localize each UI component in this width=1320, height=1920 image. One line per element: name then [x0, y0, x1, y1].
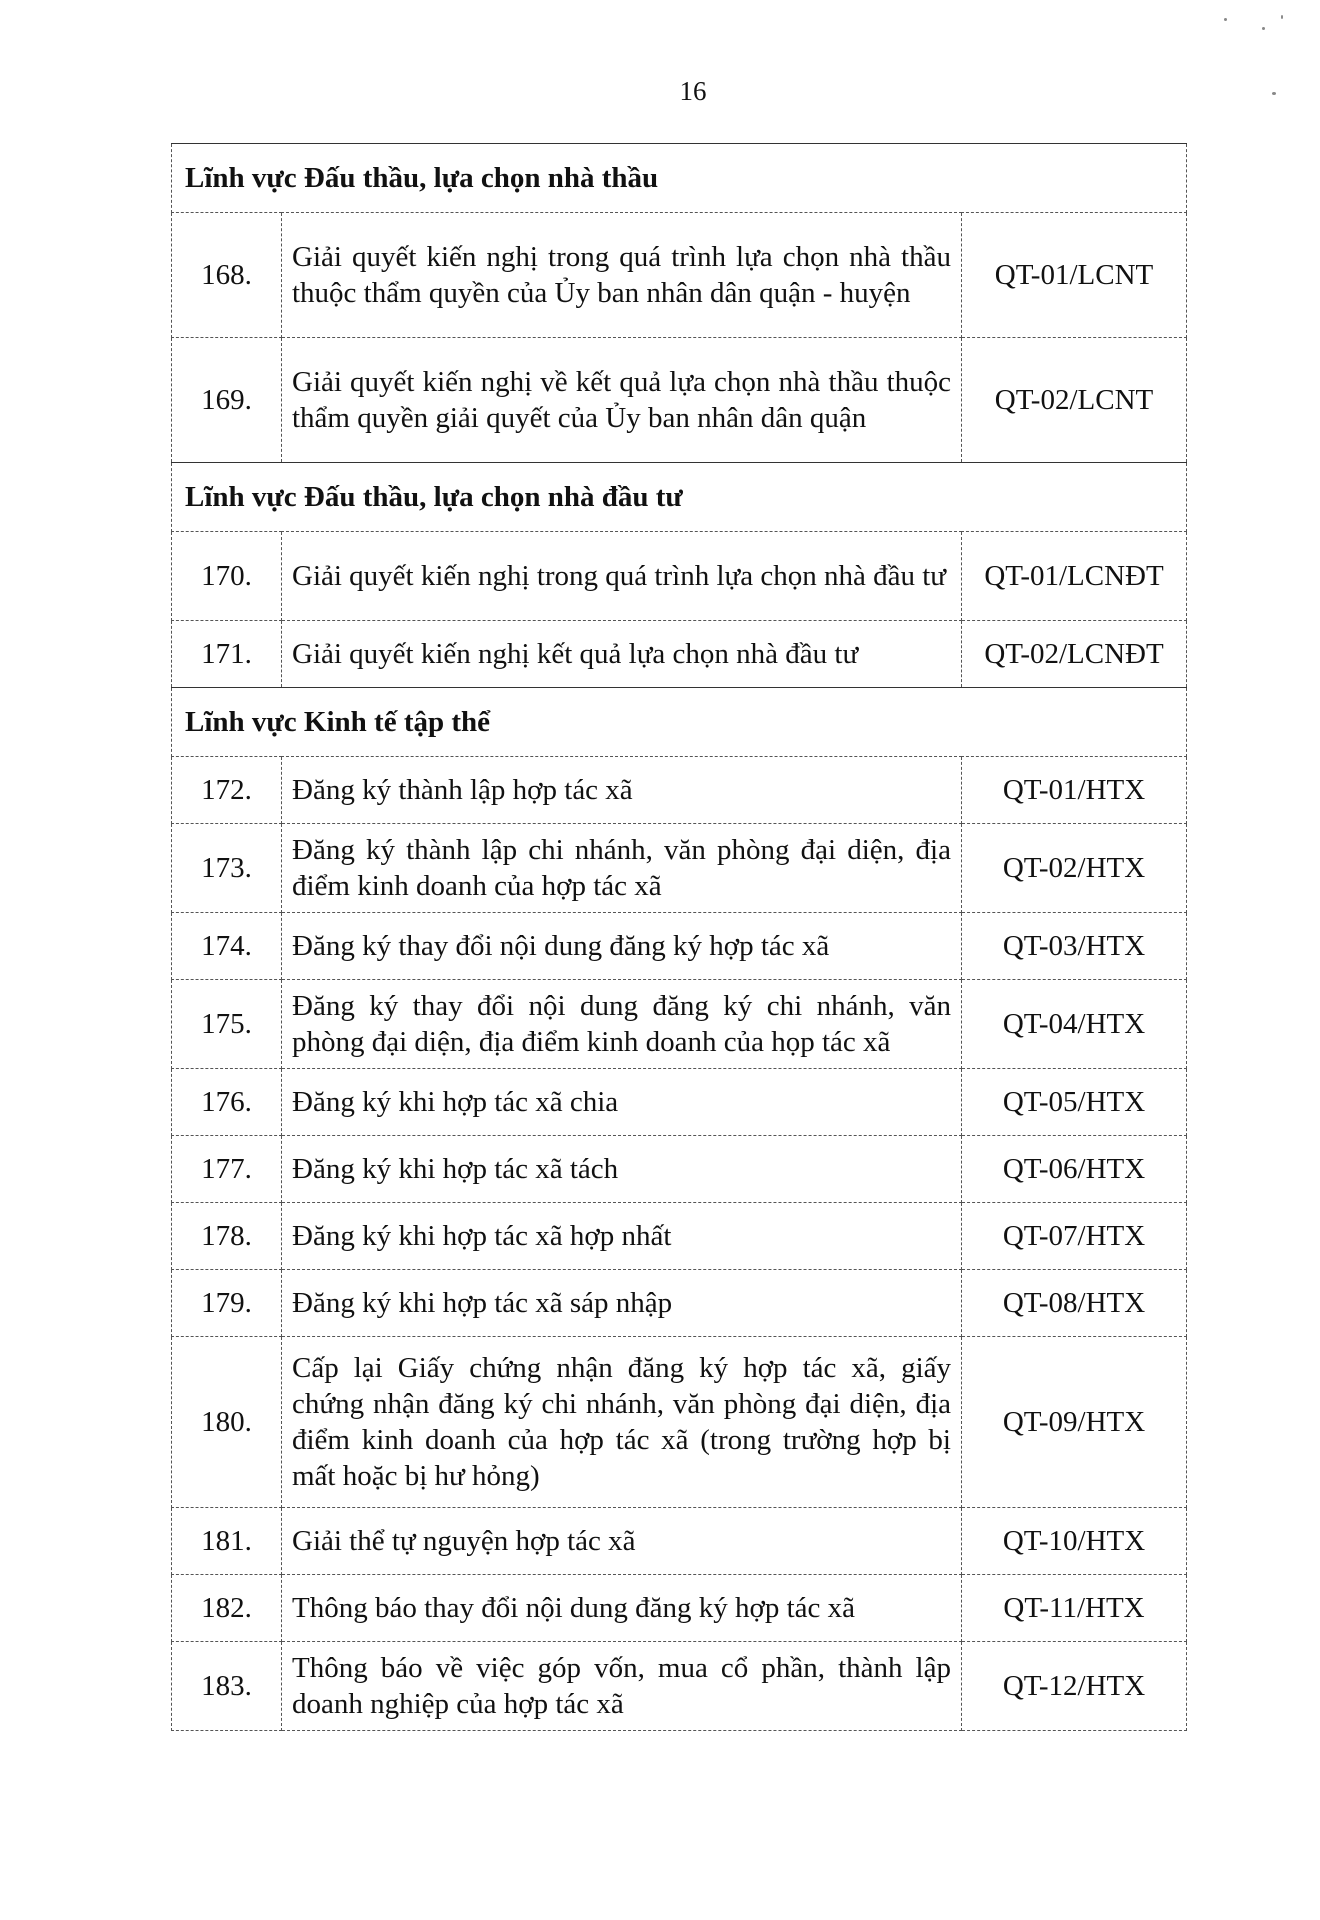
procedure-code: QT-11/HTX — [962, 1575, 1187, 1642]
row-number: 178. — [172, 1203, 282, 1270]
row-number: 176. — [172, 1069, 282, 1136]
table-row — [172, 1337, 1187, 1508]
procedure-name: Đăng ký khi hợp tác xã chia — [282, 1069, 962, 1136]
table-row — [172, 1069, 1187, 1136]
table-row — [172, 1203, 1187, 1270]
page-number: 16 — [679, 76, 707, 106]
table-row — [172, 980, 1187, 1069]
section-title: Lĩnh vực Đấu thầu, lựa chọn nhà thầu — [172, 144, 1187, 213]
table-row — [172, 338, 1187, 463]
table-row — [172, 913, 1187, 980]
table-row — [172, 1575, 1187, 1642]
section-header — [172, 688, 1187, 757]
table-row — [172, 1270, 1187, 1337]
table-row — [172, 1136, 1187, 1203]
table-row — [172, 621, 1187, 688]
procedure-name: Giải quyết kiến nghị trong quá trình lựa chọn nhà đầu tư — [282, 532, 962, 621]
row-number: 175. — [172, 980, 282, 1069]
procedure-name: Đăng ký thay đổi nội dung đăng ký chi nhánh, văn phòng đại diện, địa điểm kinh doanh của họp tác xã — [282, 980, 962, 1069]
procedure-code: QT-07/HTX — [962, 1203, 1187, 1270]
row-number: 177. — [172, 1136, 282, 1203]
table-row — [172, 824, 1187, 913]
procedure-code: QT-01/LCNĐT — [962, 532, 1187, 621]
procedure-code: QT-12/HTX — [962, 1642, 1187, 1731]
row-number: 183. — [172, 1642, 282, 1731]
scan-speck — [1281, 15, 1283, 19]
procedure-name: Giải quyết kiến nghị về kết quả lựa chọn nhà thầu thuộc thẩm quyền giải quyết của Ủy ban nhân dân quận — [282, 338, 962, 463]
procedure-name: Thông báo về việc góp vốn, mua cổ phần, thành lập doanh nghiệp của hợp tác xã — [282, 1642, 962, 1731]
row-number: 171. — [172, 621, 282, 688]
procedure-code: QT-03/HTX — [962, 913, 1187, 980]
table-row — [172, 213, 1187, 338]
procedure-name: Thông báo thay đổi nội dung đăng ký hợp tác xã — [282, 1575, 962, 1642]
procedure-code: QT-01/HTX — [962, 757, 1187, 824]
procedure-code: QT-02/LCNT — [962, 338, 1187, 463]
row-number: 174. — [172, 913, 282, 980]
procedure-name: Giải quyết kiến nghị kết quả lựa chọn nhà đầu tư — [282, 621, 962, 688]
row-number: 179. — [172, 1270, 282, 1337]
procedure-code: QT-09/HTX — [962, 1337, 1187, 1508]
table-row — [172, 532, 1187, 621]
procedure-code: QT-01/LCNT — [962, 213, 1187, 338]
table-row — [172, 1508, 1187, 1575]
procedure-code: QT-10/HTX — [962, 1508, 1187, 1575]
table-row — [172, 1642, 1187, 1731]
procedure-name: Đăng ký thành lập hợp tác xã — [282, 757, 962, 824]
procedure-name: Đăng ký khi hợp tác xã hợp nhất — [282, 1203, 962, 1270]
scan-speck — [1224, 18, 1227, 21]
table-row — [172, 757, 1187, 824]
row-number: 169. — [172, 338, 282, 463]
procedure-table — [171, 143, 1187, 1731]
procedure-name: Giải quyết kiến nghị trong quá trình lựa chọn nhà thầu thuộc thẩm quyền của Ủy ban nhân dân quận - huyện — [282, 213, 962, 338]
procedure-code: QT-02/HTX — [962, 824, 1187, 913]
row-number: 170. — [172, 532, 282, 621]
procedure-code: QT-08/HTX — [962, 1270, 1187, 1337]
section-title: Lĩnh vực Đấu thầu, lựa chọn nhà đầu tư — [172, 463, 1187, 532]
section-title: Lĩnh vực Kinh tế tập thể — [172, 688, 1187, 757]
section-header — [172, 463, 1187, 532]
row-number: 180. — [172, 1337, 282, 1508]
procedure-name: Đăng ký thành lập chi nhánh, văn phòng đại diện, địa điểm kinh doanh của hợp tác xã — [282, 824, 962, 913]
row-number: 168. — [172, 213, 282, 338]
procedure-code: QT-04/HTX — [962, 980, 1187, 1069]
section-header — [172, 144, 1187, 213]
row-number: 182. — [172, 1575, 282, 1642]
procedure-name: Cấp lại Giấy chứng nhận đăng ký hợp tác xã, giấy chứng nhận đăng ký chi nhánh, văn phòng đại diện, địa điểm kinh doanh của hợp tác xã (trong trường hợp bị mất hoặc bị hư hỏng) — [282, 1337, 962, 1508]
procedure-name: Đăng ký khi hợp tác xã sáp nhập — [282, 1270, 962, 1337]
row-number: 173. — [172, 824, 282, 913]
procedure-name: Đăng ký khi hợp tác xã tách — [282, 1136, 962, 1203]
row-number: 181. — [172, 1508, 282, 1575]
scan-speck — [1262, 27, 1265, 30]
procedure-code: QT-05/HTX — [962, 1069, 1187, 1136]
procedure-code: QT-06/HTX — [962, 1136, 1187, 1203]
procedure-code: QT-02/LCNĐT — [962, 621, 1187, 688]
procedure-name: Đăng ký thay đổi nội dung đăng ký hợp tác xã — [282, 913, 962, 980]
procedure-name: Giải thể tự nguyện hợp tác xã — [282, 1508, 962, 1575]
row-number: 172. — [172, 757, 282, 824]
